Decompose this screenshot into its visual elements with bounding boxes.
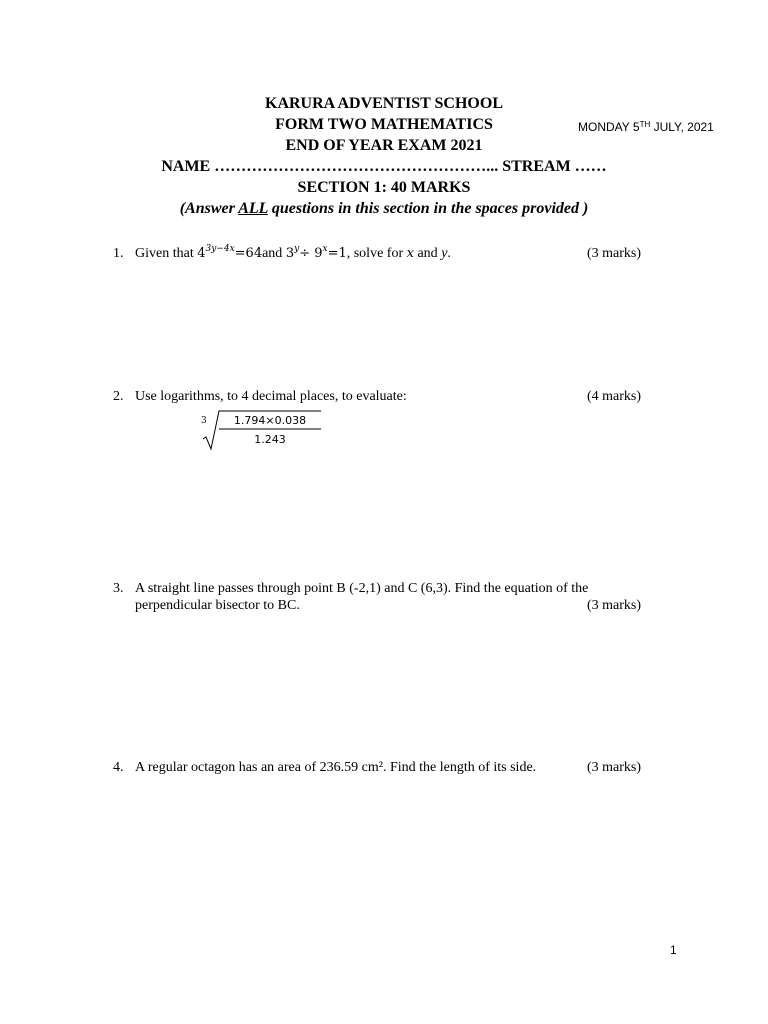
q1-text-b: and [262, 246, 286, 261]
root-index: 3 [201, 416, 207, 426]
stream-label: STREAM [502, 158, 571, 175]
section-title: SECTION 1: 40 MARKS [297, 179, 471, 196]
school-name: KARURA ADVENTIST SCHOOL [265, 95, 503, 112]
name-blank: ……………………………………………... [214, 158, 499, 175]
q1-text-c: , solve for [346, 246, 407, 261]
date-month-year: JULY, 2021 [650, 120, 714, 134]
question-2-marks: (4 marks) [587, 389, 642, 404]
instruction-pre: (Answer [179, 200, 239, 217]
question-1-marks: (3 marks) [587, 246, 642, 261]
q1-text-a: Given that [135, 246, 198, 261]
page-number: 1 [670, 943, 677, 957]
q1-text-e: . [447, 246, 451, 261]
name-label: NAME [161, 158, 211, 175]
q1-eq2-base: 3 [285, 246, 295, 261]
question-number: 2. [113, 389, 124, 404]
question-number: 4. [113, 760, 124, 775]
q1-eq2-exponent-2: x [322, 244, 328, 254]
instruction-emphasis: ALL [238, 200, 268, 217]
date-ordinal: TH [639, 120, 651, 129]
question-3-marks: (3 marks) [587, 598, 642, 613]
q1-text-d: and [413, 246, 442, 261]
question-number: 1. [113, 246, 124, 261]
q1-equation-1 [197, 246, 262, 261]
question-1-text [135, 245, 451, 262]
root-numerator: 1.794×0.038 [233, 414, 307, 427]
instruction-post: questions in this section in the spaces provided ) [267, 200, 589, 217]
q1-eq2-mid: ÷ 9 [299, 246, 323, 261]
question-3-line-2: perpendicular bisector to BC. [135, 598, 300, 613]
cube-root-expression [200, 408, 330, 452]
question-number: 3. [113, 581, 124, 596]
root-denominator: 1.243 [254, 433, 286, 446]
exam-title: END OF YEAR EXAM 2021 [285, 137, 483, 154]
section-instruction [0, 199, 768, 219]
stream-blank: …… [574, 158, 607, 175]
exam-date [578, 119, 714, 135]
q1-eq1-exponent: 3y−4x [205, 244, 235, 254]
question-4-marks: (3 marks) [587, 760, 642, 775]
q1-eq2-exponent-1: y [294, 244, 300, 254]
question-2-text: Use logarithms, to 4 decimal places, to evaluate: [135, 389, 407, 404]
date-day: MONDAY 5 [578, 120, 640, 134]
q1-equation-2 [286, 246, 347, 261]
q1-eq1-rest: =64 [234, 246, 263, 261]
q1-eq2-rest: =1 [327, 246, 347, 261]
q1-eq1-base: 4 [197, 246, 206, 261]
q1-var-y: y [441, 246, 448, 261]
q1-var-x: x [406, 246, 414, 261]
subject-title: FORM TWO MATHEMATICS [275, 116, 493, 133]
name-stream-line [0, 157, 768, 177]
question-3-line-1: A straight line passes through point B (-2,1) and C (6,3). Find the equation of the [135, 581, 589, 596]
question-4-text: A regular octagon has an area of 236.59 cm². Find the length of its side. [135, 760, 537, 775]
